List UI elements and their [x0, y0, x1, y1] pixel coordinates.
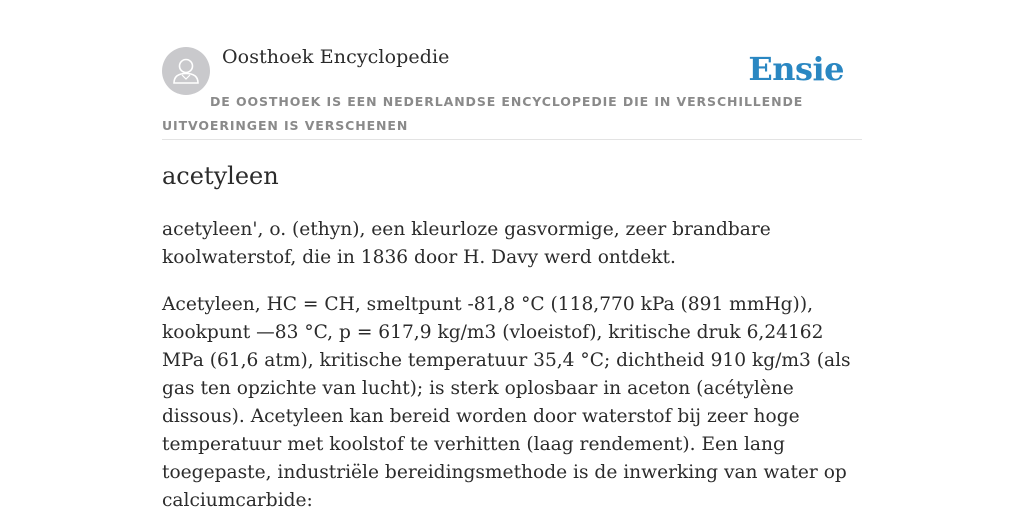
source-header [162, 0, 862, 140]
source-name[interactable]: Oosthoek Encyclopedie [222, 46, 450, 68]
source-description: DE OOSTHOEK IS EEN NEDERLANDSE ENCYCLOPEDIE DIE IN VERSCHILLENDE UITVOERINGEN IS VERSCHENEN [162, 94, 804, 133]
ensie-logo[interactable]: Ensie [748, 50, 844, 88]
article-paragraph: acetyleen', o. (ethyn), een kleurloze gasvormige, zeer brandbare koolwaterstof, die in 1836 door H. Davy werd ontdekt. [162, 219, 771, 268]
avatar[interactable] [162, 47, 210, 95]
article-title: acetyleen [162, 162, 279, 190]
user-silhouette-icon [162, 47, 210, 95]
page [162, 0, 862, 511]
article-paragraph: Acetyleen, HC = CH, smeltpunt -81,8 °C (118,770 kPa (891 mmHg)), kookpunt —83 °C, p = 617,9 kg/m3 (vloeistof), kritische druk 6,24162 MPa (61,6 atm), kritische temperatuur 35,4 °C; dichtheid 910 kg/m3 (als gas ten opzichte van lucht); is sterk oplosbaar in aceton (acétylène dissous). Acetyleen kan bereid worden door waterstof bij zeer hoge temperatuur met koolstof te verhitten (laag rendement). Een lang toegepaste, industriële bereidingsmethode is de inwerking van water op calciumcarbide: [162, 294, 851, 511]
